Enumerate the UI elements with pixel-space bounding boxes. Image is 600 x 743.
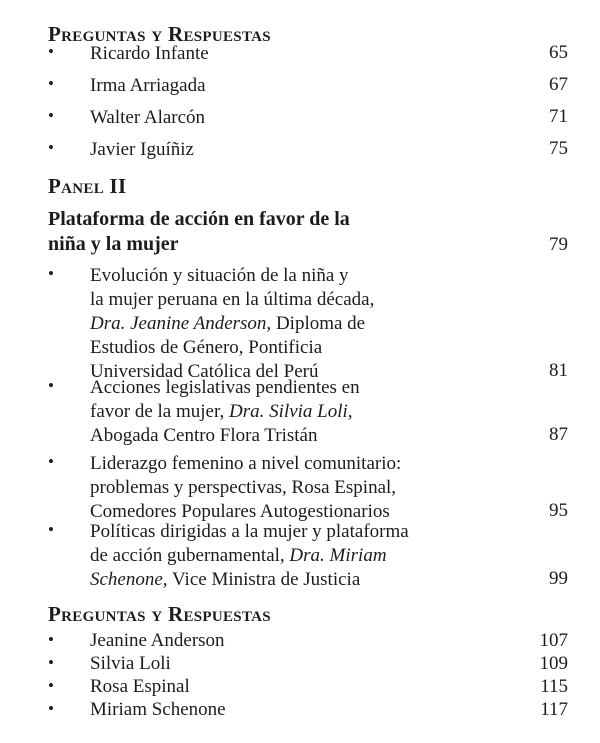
entry-text: Miriam Schenone <box>90 699 226 720</box>
toc-entry <box>48 106 568 132</box>
entry-line: Liderazgo femenino a nivel comunitario: <box>90 453 402 474</box>
entry-line: Abogada Centro Flora Tristán <box>90 425 318 446</box>
panel-title-line: Plataforma de acción en favor de la <box>48 208 350 230</box>
page-number: 79 <box>549 234 568 255</box>
panel-title <box>48 207 568 259</box>
toc-entry <box>48 699 568 723</box>
toc-entry <box>48 520 568 594</box>
page-number: 75 <box>549 138 568 159</box>
bullet-icon: • <box>48 264 54 283</box>
entry-line <box>90 544 409 568</box>
section-heading-preguntas-1: Preguntas y Respuestas <box>48 22 271 46</box>
entry-text: Rosa Espinal <box>90 676 190 697</box>
entry-line: Universidad Católica del Perú <box>90 361 319 382</box>
page-number: 99 <box>549 568 568 589</box>
entry-text: Ricardo Infante <box>90 43 209 64</box>
author-name: Dra. Jeanine Anderson, <box>90 313 272 334</box>
bullet-icon: • <box>48 676 54 695</box>
entry-line-pre: favor de la mujer, <box>90 401 230 422</box>
bullet-icon: • <box>48 452 54 471</box>
author-name: Dra. Silvia Loli, <box>229 401 353 422</box>
section-heading-panel: Panel II <box>48 174 127 198</box>
entry-text <box>90 520 409 592</box>
toc-entry <box>48 74 568 100</box>
page-number: 71 <box>549 106 568 127</box>
bullet-icon: • <box>48 106 54 125</box>
entry-line <box>90 568 409 592</box>
entry-line: la mujer peruana en la última década, <box>90 289 375 310</box>
page-number: 95 <box>549 500 568 521</box>
bullet-icon: • <box>48 699 54 718</box>
entry-line: Evolución y situación de la niña y <box>90 265 349 286</box>
entry-text <box>90 376 360 448</box>
page-number: 109 <box>539 653 568 674</box>
entry-line: Comedores Populares Autogestionarios <box>90 501 390 522</box>
entry-line-pre: de acción gubernamental, <box>90 545 290 566</box>
bullet-icon: • <box>48 138 54 157</box>
toc-entry <box>48 264 568 386</box>
bullet-icon: • <box>48 520 54 539</box>
bullet-icon: • <box>48 42 54 61</box>
page-number: 117 <box>540 699 568 720</box>
entry-text <box>90 452 401 524</box>
entry-line: Políticas dirigidas a la mujer y plataforma <box>90 521 409 542</box>
page-number: 115 <box>540 676 568 697</box>
panel-title-line: niña y la mujer <box>48 233 179 255</box>
toc-entry <box>48 676 568 700</box>
bullet-icon: • <box>48 376 54 395</box>
entry-line <box>90 312 374 336</box>
entry-line: problemas y perspectivas, Rosa Espinal, <box>90 477 397 498</box>
entry-text: Walter Alarcón <box>90 107 206 128</box>
entry-text: Javier Iguíñiz <box>90 139 194 160</box>
toc-entry <box>48 452 568 526</box>
entry-text <box>90 264 374 384</box>
toc-entry <box>48 376 568 450</box>
toc-entry <box>48 630 568 654</box>
entry-line: Acciones legislativas pendientes en <box>90 377 360 398</box>
toc-entry <box>48 138 568 164</box>
author-name: Schenone, <box>90 569 168 590</box>
bullet-icon: • <box>48 630 54 649</box>
bullet-icon: • <box>48 653 54 672</box>
page-number: 65 <box>549 42 568 63</box>
page-number: 107 <box>539 630 568 651</box>
entry-line <box>90 400 360 424</box>
entry-text: Irma Arriagada <box>90 75 206 96</box>
bullet-icon: • <box>48 74 54 93</box>
author-name: Dra. Miriam <box>289 545 387 566</box>
page-number: 67 <box>549 74 568 95</box>
entry-line-rest: Vice Ministra de Justicia <box>167 569 361 590</box>
entry-line-rest: Diploma de <box>271 313 366 334</box>
toc-entry <box>48 42 568 68</box>
section-heading-preguntas-2: Preguntas y Respuestas <box>48 602 271 626</box>
entry-line: Estudios de Género, Pontificia <box>90 337 323 358</box>
page-number: 87 <box>549 424 568 445</box>
entry-text: Silvia Loli <box>90 653 171 674</box>
toc-entry <box>48 653 568 677</box>
page-number: 81 <box>549 360 568 381</box>
entry-text: Jeanine Anderson <box>90 630 225 651</box>
